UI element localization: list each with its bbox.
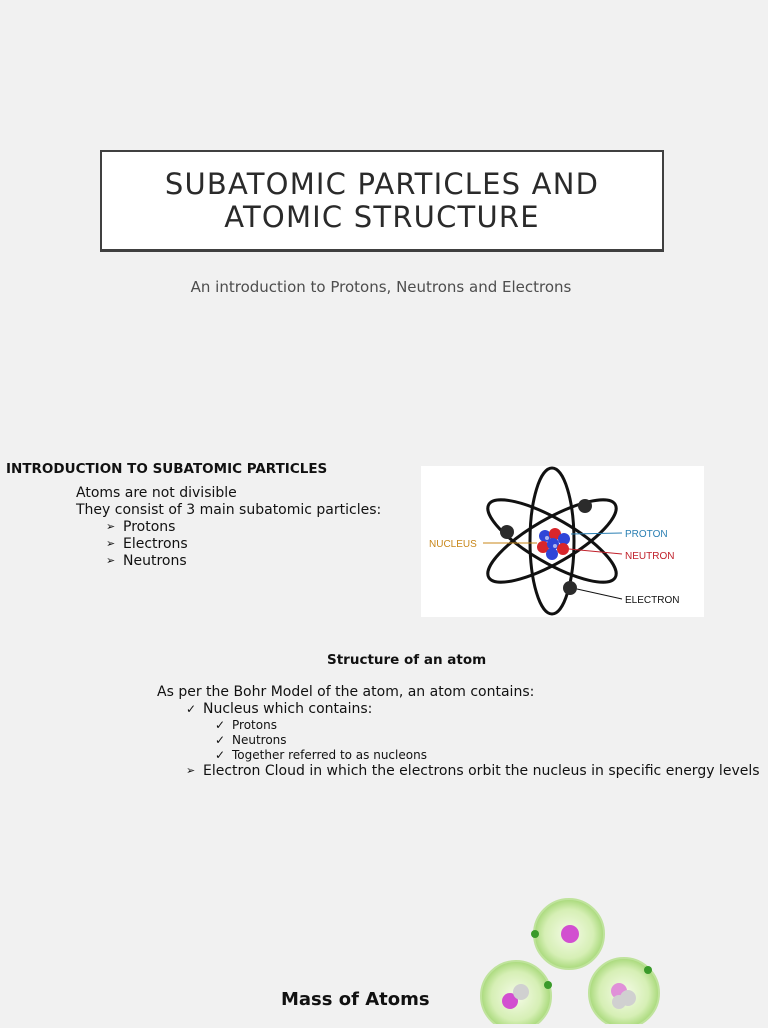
- list-item: [215, 718, 768, 733]
- list-item-label: Electron Cloud in which the electrons orbit the nucleus in specific energy levels: [203, 763, 760, 779]
- intro-text: [76, 485, 381, 570]
- list-item-label: Nucleus which contains:: [203, 701, 373, 717]
- subtitle: An introduction to Protons, Neutrons and Electrons: [190, 278, 572, 296]
- atom: [589, 958, 659, 1024]
- arrow-bullet-icon: ➢: [106, 554, 116, 567]
- particle-list: [76, 519, 381, 570]
- list-item-label: Neutrons: [123, 553, 187, 569]
- list-item: [215, 748, 768, 763]
- nucleus-list: [157, 718, 768, 763]
- list-item-label: Together referred to as nucleons: [232, 748, 427, 762]
- list-item: [215, 733, 768, 748]
- electron: [563, 581, 577, 595]
- nucleus-cluster: [537, 528, 570, 560]
- title-box: [100, 150, 664, 252]
- list-item-label: Neutrons: [232, 733, 287, 747]
- list-item: [157, 763, 768, 780]
- list-item-label: Protons: [232, 718, 277, 732]
- arrow-bullet-icon: ➢: [106, 537, 116, 550]
- list-item: [106, 536, 381, 553]
- structure-intro: As per the Bohr Model of the atom, an atom contains:: [157, 684, 535, 700]
- intro-line: Atoms are not divisible: [76, 485, 237, 501]
- arrow-bullet-icon: ➢: [186, 764, 196, 777]
- mass-heading: Mass of Atoms: [281, 989, 430, 1010]
- check-bullet-icon: ✓: [215, 733, 226, 747]
- atom: [481, 961, 552, 1024]
- list-item: [157, 701, 768, 718]
- check-bullet-icon: ✓: [186, 702, 197, 716]
- atom: [531, 899, 604, 969]
- nucleus-label: NUCLEUS: [429, 539, 477, 550]
- electron: [500, 525, 514, 539]
- list-item: [106, 553, 381, 570]
- atom-diagram: [421, 466, 704, 617]
- list-item: [106, 519, 381, 536]
- title-line-1: SUBATOMIC PARTICLES AND: [164, 166, 600, 201]
- list-item-label: Electrons: [123, 536, 188, 552]
- check-bullet-icon: ✓: [215, 718, 226, 732]
- intro-heading: INTRODUCTION TO SUBATOMIC PARTICLES: [6, 461, 328, 477]
- check-bullet-icon: ✓: [215, 748, 226, 762]
- title-line-2: ATOMIC STRUCTURE: [224, 199, 540, 234]
- atoms-illustration: [464, 888, 664, 1024]
- structure-heading: Structure of an atom: [327, 652, 487, 668]
- intro-line: They consist of 3 main subatomic particles:: [76, 502, 382, 518]
- electron-label: ELECTRON: [625, 595, 680, 606]
- electron-pointer: [577, 589, 622, 599]
- neutron-label: NEUTRON: [625, 551, 675, 562]
- electron: [578, 499, 592, 513]
- arrow-bullet-icon: ➢: [106, 520, 116, 533]
- list-item-label: Protons: [123, 519, 176, 535]
- proton-label: PROTON: [625, 529, 668, 540]
- structure-text: [157, 684, 768, 780]
